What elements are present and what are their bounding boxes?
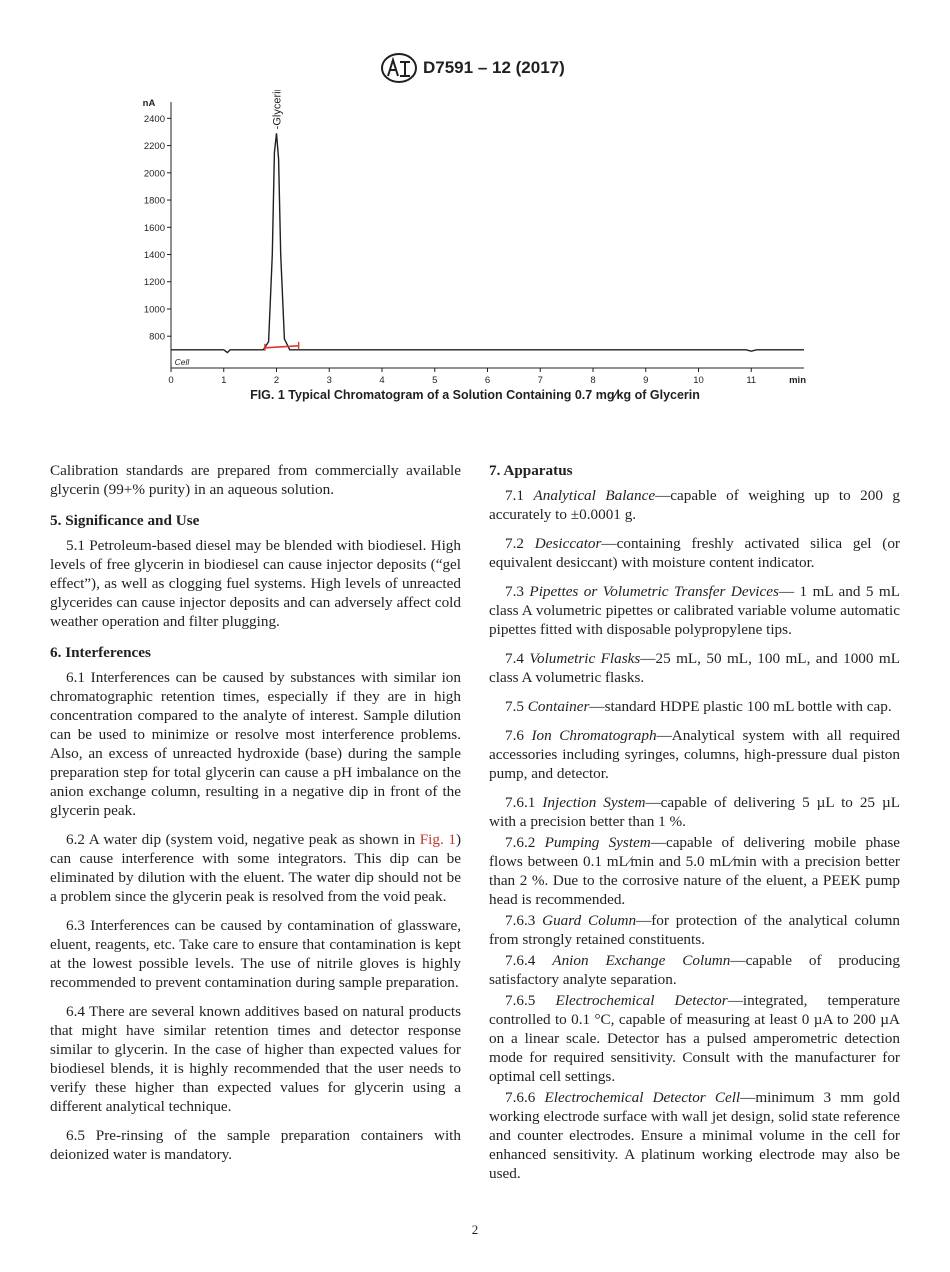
paragraph-6-2-text-b: ) can cause interference with some integrators. This dip can be eliminated by dilution with the eluent. The water dip should not be a problem since the glycerin peak is resolved from the void peak. (50, 831, 461, 905)
paragraph-number: 7.6 (505, 727, 532, 744)
right-column (489, 461, 900, 1185)
left-column (50, 461, 461, 1174)
x-tick-label: 0 (168, 375, 174, 386)
x-tick-label: 1 (221, 375, 227, 386)
paragraph-number: 7.1 (505, 487, 534, 504)
paragraph-number: 7.6.4 (505, 952, 553, 969)
term: Container (527, 698, 590, 715)
paragraph-7-6-6 (489, 1088, 900, 1183)
paragraph-text: —minimum 3 mm gold working electrode surface with wall jet design, solid state reference and counter electrodes. Ensure a minimal volume in the cell for enhanced sensitivity. A platinum working electrode may also be used. (489, 1089, 900, 1182)
chromatogram-chart (130, 90, 830, 390)
page-header (0, 52, 950, 88)
paragraph-5-1: 5.1 Petroleum-based diesel may be blended with biodiesel. High levels of free glycerin in biodiesel can cause injector deposits (“gel effect”), as well as clogging fuel systems. High levels of unreacted glycerides can cause injector deposits and can adversely affect cold weather operation and filter plugging. (50, 537, 461, 630)
y-tick-label: 2200 (143, 141, 165, 153)
y-tick-label: 1200 (143, 277, 165, 289)
paragraph-calibration-standards: Calibration standards are prepared from commercially available glycerin (99+% purity) in an aqueous solution. (50, 462, 461, 498)
y-tick-label: 1600 (143, 222, 165, 234)
paragraph-text: —Analytical system with all required accessories including syringes, columns, high-pressure dual piston pump, and detector. (489, 727, 900, 782)
paragraph-text: —integrated, temperature controlled to 0.1 °C, capable of measuring at least 0 µA to 200 µA on a linear scale. Detector has a pulsed amperometric detection mode for required sensitivity. Consult with the manufacturer for optimal cell settings. (489, 992, 901, 1085)
figure-caption: FIG. 1 Typical Chromatogram of a Solution Containing 0.7 mg⁄kg of Glycerin (250, 388, 700, 402)
paragraph-number: 7.6.2 (505, 834, 545, 851)
term: Electrochemical Detector (555, 992, 728, 1009)
term: Analytical Balance (533, 487, 656, 504)
paragraph-6-5: 6.5 Pre-rinsing of the sample preparation containers with deionized water is mandatory. (50, 1127, 461, 1163)
paragraph-7-6-4 (489, 951, 900, 989)
paragraph-7-3 (489, 582, 900, 639)
paragraph-7-6-2 (489, 833, 900, 909)
paragraph-6-2-text-a: 6.2 A water dip (system void, negative peak as shown in (66, 831, 420, 848)
paragraph-text: —capable of producing satisfactory analyte separation. (489, 952, 900, 988)
paragraph-number: 7.6.6 (505, 1089, 545, 1106)
x-tick-label: 11 (746, 375, 757, 386)
paragraph-7-5 (489, 697, 900, 716)
x-tick-label: 8 (590, 375, 596, 386)
paragraph-text: —capable of delivering mobile phase flows between 0.1 mL⁄min and 5.0 mL⁄min with a precision better than 2 %. Due to the corrosive nature of the eluent, a PEEK pump head is recommended. (489, 834, 901, 908)
x-tick-label: 7 (537, 375, 543, 386)
astm-logo (380, 52, 418, 84)
term: Volumetric Flasks (529, 650, 641, 667)
paragraph-text: —capable of weighing up to 200 g accurately to ±0.0001 g. (489, 487, 901, 523)
term: Ion Chromatograph (531, 727, 657, 744)
paragraph-7-1 (489, 486, 900, 524)
paragraph-text: —25 mL, 50 mL, 100 mL, and 1000 mL class A volumetric flasks. (489, 650, 901, 686)
cell-label: Cell (174, 357, 190, 367)
paragraph-6-1: 6.1 Interferences can be caused by substances with similar ion chromatographic retention times, especially if they are in high concentration compared to the analyte of interest. Sample dilution can be used to minimize or resolve most interference problems. Also, an excess of unreacted hydroxide (base) during the sample preparation step for total glycerin can cause a pH imbalance on the anion exchange column, resulting in a negative dip in front of the glycerin peak. (50, 669, 461, 819)
paragraph-7-6 (489, 726, 900, 783)
paragraph-text: — 1 mL and 5 mL class A volumetric pipettes or calibrated variable volume automatic pipettes fitted with disposable polypropylene tips. (489, 583, 900, 638)
section-6-heading: 6. Interferences (50, 644, 151, 661)
paragraph-7-4 (489, 649, 900, 687)
y-tick-label: 2000 (143, 168, 165, 180)
paragraph-6-4: 6.4 There are several known additives based on natural products that might have similar retention times and detector response similar to glycerin. In the case of higher than expected values for biodiesel blends, it is highly recommended that the user needs to verify these higher than expected values for glycerin using a different analytical technique. (50, 1003, 461, 1115)
paragraph-number: 7.3 (505, 583, 530, 600)
paragraph-number: 7.6.1 (505, 794, 543, 811)
paragraph-7-6-5 (489, 991, 900, 1086)
chromatogram-svg (130, 90, 830, 390)
term: Injection System (542, 794, 646, 811)
paragraph-text: —containing freshly activated silica gel (or equivalent desiccant) with moisture content indicator. (489, 535, 900, 571)
x-tick-label: 4 (379, 375, 385, 386)
x-tick-label: 10 (693, 375, 704, 386)
y-axis-label: nA (142, 98, 156, 109)
section-7-heading: 7. Apparatus (489, 462, 573, 479)
paragraph-number: 7.4 (505, 650, 530, 667)
x-tick-label: 5 (432, 375, 438, 386)
fig-1-link[interactable]: Fig. 1 (419, 831, 456, 848)
paragraph-6-2 (50, 830, 461, 906)
paragraph-number: 7.2 (505, 535, 535, 552)
term: Electrochemical Detector Cell (544, 1089, 741, 1106)
y-tick-label: 800 (149, 331, 165, 343)
integration-baseline (265, 346, 299, 348)
chromatogram-trace (171, 133, 804, 352)
y-tick-label: 1000 (143, 304, 165, 316)
term: Guard Column (542, 912, 637, 929)
paragraph-7-2 (489, 534, 900, 572)
paragraph-number: 7.6.3 (505, 912, 543, 929)
paragraph-text: —standard HDPE plastic 100 mL bottle with cap. (589, 698, 892, 715)
paragraph-text: —for protection of the analytical column from strongly retained constituents. (489, 912, 901, 948)
standard-designation: D7591 – 12 (2017) (423, 58, 565, 77)
term: Pipettes or Volumetric Transfer Devices (529, 583, 779, 600)
term: Pumping System (544, 834, 651, 851)
page-number: 2 (471, 1222, 479, 1237)
paragraph-number: 7.5 (505, 698, 528, 715)
y-tick-label: 2400 (143, 113, 165, 125)
paragraph-7-6-3 (489, 911, 900, 949)
x-tick-label: 9 (643, 375, 649, 386)
y-tick-label: 1400 (143, 250, 165, 262)
term: Anion Exchange Column (552, 952, 731, 969)
x-axis-label: min (789, 375, 806, 386)
paragraph-7-6-1 (489, 793, 900, 831)
section-5-heading: 5. Significance and Use (50, 512, 200, 529)
glycerin-peak-label: -Glycerin (271, 90, 284, 130)
paragraph-6-3: 6.3 Interferences can be caused by contamination of glassware, eluent, reagents, etc. Take care to ensure that contamination is kept at the lowest possible levels. The use of nitrile gloves is highly recommended to prevent contamination during sample preparation. (50, 917, 461, 991)
paragraph-number: 7.6.5 (505, 992, 556, 1009)
x-tick-label: 6 (484, 375, 491, 386)
term: Desiccator (534, 535, 602, 552)
x-tick-label: 3 (326, 375, 332, 386)
paragraph-text: —capable of delivering 5 µL to 25 µL with a precision better than 1 %. (489, 794, 901, 830)
x-tick-label: 2 (273, 375, 280, 386)
y-tick-label: 1800 (143, 195, 165, 207)
